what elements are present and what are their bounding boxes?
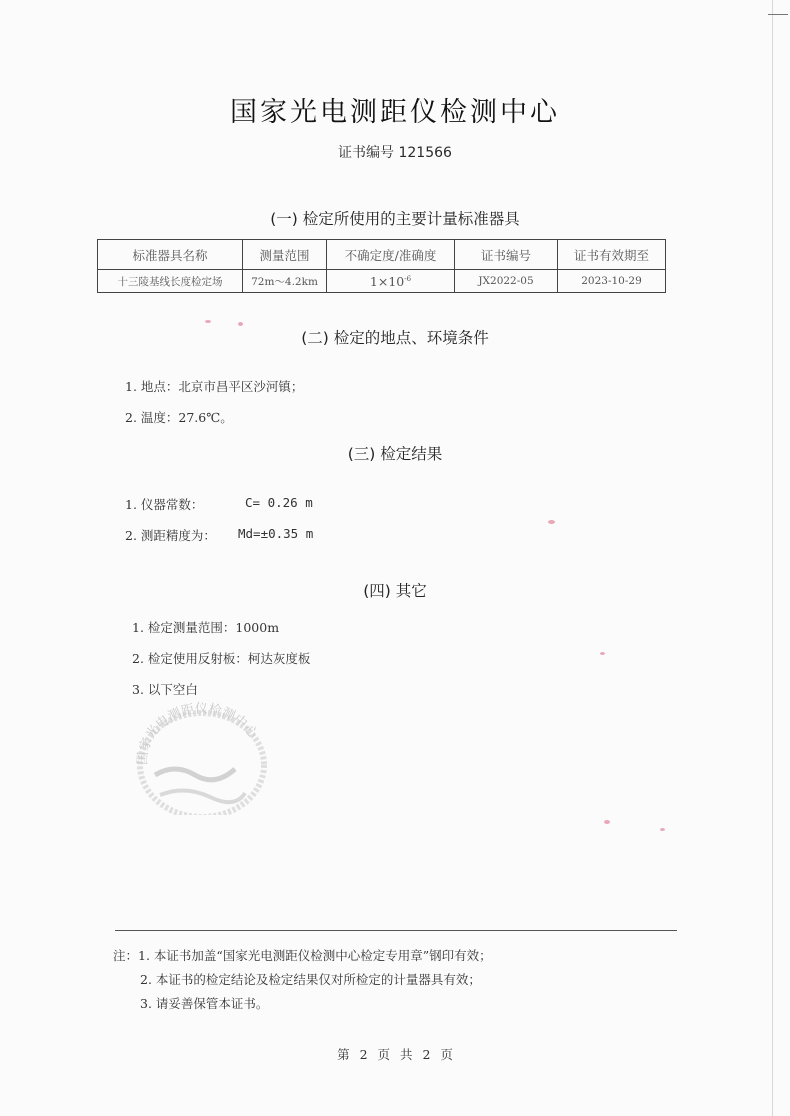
header-cert-no: 证书编号 bbox=[455, 240, 558, 270]
svg-text:国家光电测距仪检测中心 bbox=[136, 701, 261, 765]
notes-divider bbox=[115, 930, 677, 931]
section1-heading: (一) 检定所使用的主要计量标准器具 bbox=[270, 210, 520, 228]
location-item: 1. 地点：北京市昌平区沙河镇； bbox=[125, 379, 304, 394]
note-2: 2. 本证书的检定结论及检定结果仅对所检定的计量器具有效； bbox=[140, 972, 481, 987]
result-constant-value: C= 0.26 m bbox=[245, 495, 313, 510]
cell-range: 72m～4.2km bbox=[243, 270, 327, 293]
page-footer: 第 2 页 共 2 页 bbox=[337, 1047, 453, 1062]
other-item-range: 1. 检定测量范围：1000m bbox=[132, 620, 280, 635]
scan-edge-line bbox=[772, 0, 773, 1116]
table-header-row bbox=[98, 240, 666, 270]
header-name: 标准器具名称 bbox=[98, 240, 243, 270]
other-item-reflector: 2. 检定使用反射板：柯达灰度板 bbox=[132, 651, 311, 666]
stain-mark bbox=[548, 520, 555, 524]
section4-heading: (四) 其它 bbox=[363, 582, 427, 600]
cell-name: 十三陵基线长度检定场 bbox=[98, 270, 243, 293]
header-range: 测量范围 bbox=[243, 240, 327, 270]
header-uncertainty: 不确定度/准确度 bbox=[327, 240, 455, 270]
stain-mark bbox=[600, 652, 605, 655]
note-3: 3. 请妥善保管本证书。 bbox=[140, 996, 269, 1011]
stain-mark bbox=[238, 322, 243, 326]
cell-valid-until: 2023-10-29 bbox=[558, 270, 666, 293]
header-valid-until: 证书有效期至 bbox=[558, 240, 666, 270]
table-row bbox=[98, 270, 666, 293]
certificate-number: 证书编号 121566 bbox=[338, 145, 452, 161]
stain-mark bbox=[660, 828, 665, 831]
uncertainty-base: 1×10 bbox=[369, 273, 405, 289]
embossed-seal bbox=[125, 695, 275, 815]
document-title: 国家光电测距仪检测中心 bbox=[230, 97, 560, 128]
corner-mark bbox=[768, 14, 788, 15]
section3-heading: (三) 检定结果 bbox=[347, 445, 443, 463]
standards-table bbox=[97, 239, 666, 293]
result-accuracy-value: Md=±0.35 m bbox=[238, 526, 314, 541]
stain-mark bbox=[604, 820, 610, 824]
note-1: 注：1. 本证书加盖“国家光电测距仪检测中心检定专用章”钢印有效； bbox=[113, 948, 492, 963]
result-accuracy-label: 2. 测距精度为： bbox=[125, 528, 216, 543]
stain-mark bbox=[205, 320, 211, 323]
result-constant-label: 1. 仪器常数： bbox=[125, 497, 204, 512]
cell-uncertainty bbox=[327, 270, 455, 293]
section2-heading: (二) 检定的地点、环境条件 bbox=[301, 329, 489, 347]
uncertainty-exponent: -6 bbox=[404, 274, 412, 283]
seal-text: 国家光电测距仪检测中心 bbox=[135, 701, 261, 766]
cell-cert-no: JX2022-05 bbox=[455, 270, 558, 293]
other-item-blank: 3. 以下空白 bbox=[132, 682, 198, 697]
temperature-item: 2. 温度：27.6℃。 bbox=[125, 410, 233, 425]
